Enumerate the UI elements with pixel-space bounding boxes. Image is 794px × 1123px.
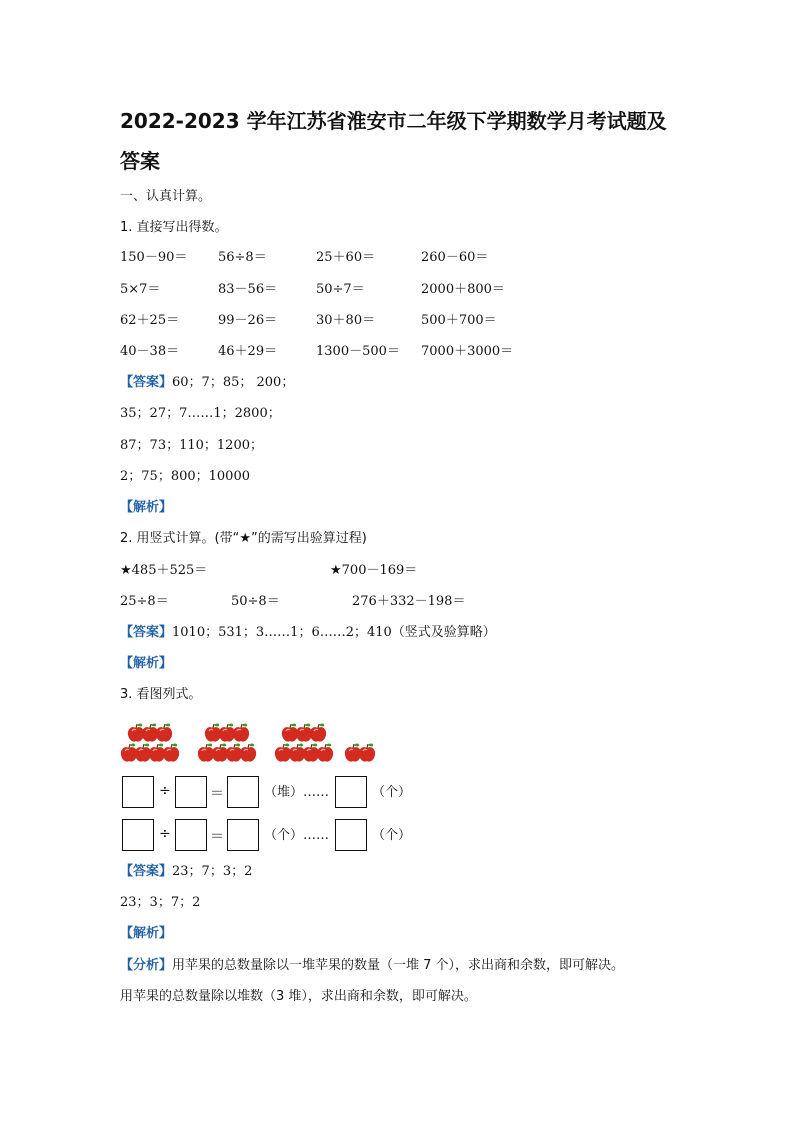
q1-answer-line: 35；27；7……1；2800；: [120, 406, 281, 421]
q2-item: 25÷8＝: [120, 594, 169, 609]
q1-item: 83－56＝: [218, 282, 278, 297]
answer-box[interactable]: [335, 776, 367, 808]
q1-heading: 1. 直接写出得数。: [120, 220, 228, 235]
q3-answer-line: [120, 864, 252, 880]
q1-item: 40－38＝: [120, 344, 180, 359]
equals-sign: ＝: [210, 786, 224, 802]
answer-box[interactable]: [175, 819, 207, 851]
unit-label: （个）……: [264, 828, 330, 843]
q2-item: 50÷8＝: [231, 594, 280, 609]
apple-icon: [205, 723, 221, 741]
q1-item: 30＋80＝: [316, 313, 376, 328]
answer-text: 1010；531；3……1；6……2；410（竖式及验算略）: [172, 625, 496, 640]
q3-answer-line: 23；3；7；2: [120, 895, 201, 910]
apple-icon: [275, 743, 291, 761]
answer-tag: 【答案】: [120, 375, 173, 390]
apple-icon: [303, 743, 319, 761]
q1-answer-line: 87；73；110；1200；: [120, 438, 263, 453]
apple-icon: [233, 723, 249, 741]
apple-icon: [198, 743, 214, 761]
analysis-tag: 【解析】: [120, 926, 173, 941]
equals-sign: ＝: [210, 829, 224, 845]
apple-icon: [282, 723, 298, 741]
q1-item: 7000＋3000＝: [421, 344, 514, 359]
q1-item: 260－60＝: [421, 250, 489, 265]
q1-answer-line: [120, 375, 294, 391]
apple-group-2: [198, 723, 256, 761]
answer-text: 60；7；85； 200；: [172, 375, 295, 390]
apple-icon: [310, 723, 326, 741]
q1-item: 5×7＝: [120, 282, 161, 297]
q2-item: 276＋332－198＝: [352, 594, 466, 609]
apple-icon: [345, 743, 361, 761]
analysis-line: [120, 958, 624, 974]
apple-icon: [219, 723, 235, 741]
q2-item: ★485＋525＝: [120, 563, 208, 578]
answer-box[interactable]: [122, 776, 154, 808]
answer-text: 23；7；3；2: [172, 864, 253, 879]
answer-box[interactable]: [227, 819, 259, 851]
apple-group-remainder: [345, 743, 375, 761]
q1-item: 46＋29＝: [218, 344, 278, 359]
q2-heading: 2. 用竖式计算。(带“★”的需写出验算过程): [120, 531, 367, 546]
apple-icon: [156, 723, 172, 741]
fenxi-text: 用苹果的总数量除以一堆苹果的数量（一堆 7 个），求出商和余数，即可解决。: [172, 958, 625, 973]
unit-label: （堆）……: [264, 785, 330, 800]
answer-box[interactable]: [175, 776, 207, 808]
q1-item: 25＋60＝: [316, 250, 376, 265]
apple-icon: [212, 743, 228, 761]
apple-group-1: [121, 723, 179, 761]
analysis-tag: 【解析】: [120, 656, 173, 671]
apple-icon: [359, 743, 375, 761]
apple-icon: [121, 743, 137, 761]
analysis-tag: 【解析】: [120, 500, 173, 515]
apple-icon: [240, 743, 256, 761]
section-heading: 一、认真计算。: [120, 189, 212, 204]
q1-item: 56÷8＝: [218, 250, 267, 265]
answer-box[interactable]: [335, 819, 367, 851]
apple-icon: [163, 743, 179, 761]
q2-item: ★700－169＝: [330, 563, 418, 578]
answer-tag: 【答案】: [120, 625, 173, 640]
q1-item: 500＋700＝: [421, 313, 497, 328]
divide-sign: ÷: [159, 826, 171, 842]
apple-icon: [142, 723, 158, 741]
q2-answer-line: [120, 625, 496, 641]
q1-item: 50÷7＝: [316, 282, 365, 297]
apples-picture: [118, 722, 388, 768]
divide-sign: ÷: [159, 783, 171, 799]
unit-label: （个）: [372, 785, 412, 800]
answer-tag: 【答案】: [120, 864, 173, 879]
q1-item: 99－26＝: [218, 313, 278, 328]
analysis-line: 用苹果的总数量除以堆数（3 堆），求出商和余数，即可解决。: [120, 989, 477, 1004]
apple-group-3: [275, 723, 333, 761]
apple-icon: [135, 743, 151, 761]
q1-answer-line: 2；75；800；10000: [120, 469, 250, 484]
answer-box[interactable]: [227, 776, 259, 808]
apple-icon: [296, 723, 312, 741]
apple-icon: [226, 743, 242, 761]
q1-item: 62＋25＝: [120, 313, 180, 328]
q1-item: 2000＋800＝: [421, 282, 505, 297]
apple-icon: [149, 743, 165, 761]
apple-icon: [289, 743, 305, 761]
apple-icon: [128, 723, 144, 741]
q1-item: 1300－500＝: [316, 344, 400, 359]
doc-title-line1: 2022-2023 学年江苏省淮安市二年级下学期数学月考试题及: [120, 109, 667, 133]
apple-icon: [317, 743, 333, 761]
q1-item: 150－90＝: [120, 250, 188, 265]
answer-box[interactable]: [122, 819, 154, 851]
doc-title-line2: 答案: [120, 149, 160, 173]
q3-heading: 3. 看图列式。: [120, 687, 202, 702]
unit-label: （个）: [372, 828, 412, 843]
fenxi-tag: 【分析】: [120, 958, 173, 973]
